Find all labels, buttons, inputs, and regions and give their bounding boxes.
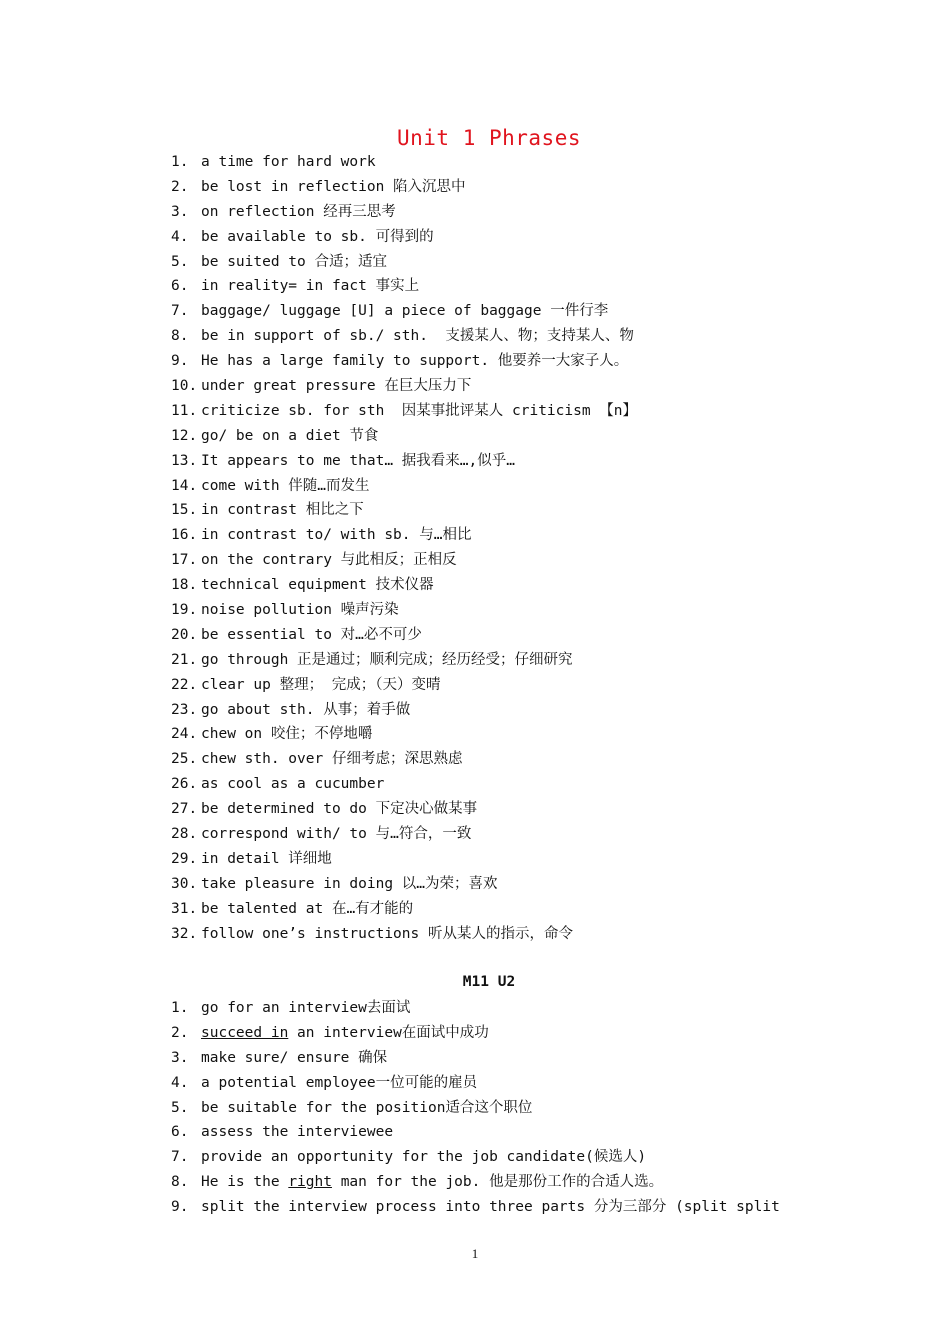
list-item	[171, 797, 637, 822]
list-item	[171, 822, 637, 847]
item-text-body: noise pollution 噪声污染	[201, 602, 399, 619]
item-text	[201, 548, 457, 573]
item-text	[201, 847, 332, 872]
item-text	[201, 897, 413, 922]
section-title-m11u2: M11 U2	[462, 974, 516, 990]
phrase-list-m11u2	[171, 996, 780, 1220]
item-number: 9.	[171, 353, 189, 370]
list-item	[171, 747, 637, 772]
item-text	[201, 598, 399, 623]
item-number: 11.	[171, 402, 198, 419]
item-text	[201, 449, 515, 474]
item-text-body: be determined to do 下定决心做某事	[201, 801, 478, 818]
item-text-body: criticize sb. for sth 因某事批评某人 criticism 【n】	[201, 402, 638, 419]
item-text-body: as cool as a cucumber	[201, 776, 385, 793]
list-item	[171, 847, 637, 872]
item-text	[201, 747, 462, 772]
item-text	[201, 324, 634, 349]
list-item	[171, 349, 637, 374]
list-item	[171, 648, 637, 673]
list-item	[171, 523, 637, 548]
item-text	[201, 1145, 646, 1170]
item-text-body: in contrast 相比之下	[201, 502, 364, 519]
item-text-body: on the contrary 与此相反；正相反	[201, 552, 457, 569]
list-item	[171, 573, 637, 598]
item-text-body: go about sth. 从事；着手做	[201, 701, 411, 718]
list-item	[171, 474, 637, 499]
list-item	[171, 1071, 780, 1096]
item-text	[201, 872, 498, 897]
item-number: 10.	[171, 378, 198, 395]
item-text-body: be essential to 对…必不可少	[201, 626, 422, 643]
list-item	[171, 673, 637, 698]
list-item	[171, 698, 637, 723]
item-text	[201, 922, 573, 947]
list-item	[171, 872, 637, 897]
item-text-body: be talented at 在…有才能的	[201, 900, 414, 917]
item-text	[201, 523, 471, 548]
item-text	[201, 797, 477, 822]
list-item	[171, 200, 637, 225]
item-text-body: man for the job. 他是那份工作的合适人选。	[331, 1174, 664, 1191]
item-number: 26.	[171, 776, 198, 793]
list-item	[171, 225, 637, 250]
item-text	[201, 150, 376, 175]
item-text-body: chew sth. over 仔细考虑；深思熟虑	[201, 751, 463, 768]
item-text	[201, 498, 364, 523]
page-number: 1	[471, 1246, 479, 1261]
item-text	[201, 673, 441, 698]
list-item	[171, 772, 637, 797]
list-item	[171, 1096, 780, 1121]
list-item	[171, 424, 637, 449]
item-text	[201, 299, 608, 324]
item-text-body: He has a large family to support. 他要养一大家子人。	[201, 353, 629, 370]
list-item	[171, 175, 637, 200]
item-number: 4.	[171, 1074, 189, 1091]
item-text-body: in reality= in fact 事实上	[201, 278, 420, 295]
item-text-body: be suitable for the position适合这个职位	[201, 1099, 533, 1116]
item-text-body: go for an interview去面试	[201, 1000, 411, 1016]
item-text	[201, 1071, 477, 1096]
item-number: 29.	[171, 850, 198, 867]
item-number: 6.	[171, 278, 189, 295]
item-text	[201, 698, 410, 723]
item-number: 24.	[171, 726, 198, 743]
item-number: 31.	[171, 900, 198, 917]
item-text	[201, 399, 637, 424]
item-number: 2.	[171, 178, 189, 195]
item-number: 7.	[171, 1149, 189, 1166]
item-text	[201, 822, 471, 847]
item-text	[201, 648, 573, 673]
item-text	[201, 1120, 393, 1145]
item-number: 14.	[171, 477, 198, 494]
item-number: 21.	[171, 651, 198, 668]
item-text	[201, 1170, 663, 1195]
list-item	[171, 1170, 780, 1195]
item-text	[201, 374, 471, 399]
list-item	[171, 548, 637, 573]
item-number: 16.	[171, 527, 198, 544]
item-number: 30.	[171, 875, 198, 892]
item-number: 2.	[171, 1024, 189, 1041]
item-number: 32.	[171, 925, 198, 942]
list-item	[171, 1021, 780, 1046]
item-text-body: technical equipment 技术仪器	[201, 577, 434, 594]
item-number: 13.	[171, 452, 198, 469]
item-text-body: under great pressure 在巨大压力下	[201, 378, 472, 395]
item-text	[201, 349, 628, 374]
underlined-phrase: right	[288, 1174, 332, 1191]
item-number: 27.	[171, 801, 198, 818]
item-text-body: be in support of sb./ sth. 支援某人、物；支持某人、物	[201, 328, 634, 345]
item-text	[201, 1195, 780, 1220]
item-number: 9.	[171, 1199, 189, 1216]
item-number: 17.	[171, 552, 198, 569]
item-text-body: assess the interviewee	[201, 1124, 394, 1141]
item-text	[201, 772, 384, 797]
item-text	[201, 200, 396, 225]
item-number: 4.	[171, 228, 189, 245]
item-text	[201, 474, 370, 499]
list-item	[171, 374, 637, 399]
page-title: Unit 1 Phrases	[396, 126, 581, 150]
item-text-body: make sure/ ensure 确保	[201, 1049, 388, 1066]
list-item	[171, 623, 637, 648]
item-text-body: a time for hard work	[201, 154, 376, 170]
list-item	[171, 1195, 780, 1220]
item-number: 12.	[171, 427, 198, 444]
item-text	[201, 1096, 532, 1121]
item-text-body: go through 正是通过；顺利完成；经历经受；仔细研究	[201, 651, 573, 668]
item-number: 3.	[171, 1049, 189, 1066]
list-item	[171, 922, 637, 947]
list-item	[171, 449, 637, 474]
item-text	[201, 1021, 489, 1046]
list-item	[171, 722, 637, 747]
item-text-body: an interview在面试中成功	[288, 1024, 489, 1041]
item-text	[201, 175, 466, 200]
list-item	[171, 299, 637, 324]
item-text-body: on reflection 经再三思考	[201, 203, 396, 220]
item-number: 22.	[171, 676, 198, 693]
item-text	[201, 996, 410, 1021]
item-text	[201, 274, 419, 299]
item-number: 1.	[171, 1000, 189, 1016]
item-number: 8.	[171, 328, 189, 345]
item-text-body: be available to sb. 可得到的	[201, 228, 434, 245]
item-number: 8.	[171, 1174, 189, 1191]
item-text-body: in detail 详细地	[201, 850, 332, 867]
item-text	[201, 424, 378, 449]
item-text-body: split the interview process into three parts 分为三部分 (split split	[201, 1199, 780, 1216]
item-text-body: correspond with/ to 与…符合，一致	[201, 826, 472, 843]
item-text	[201, 250, 387, 275]
list-item	[171, 1145, 780, 1170]
item-number: 3.	[171, 203, 189, 220]
item-text-body: take pleasure in doing 以…为荣；喜欢	[201, 875, 498, 892]
item-text-body: chew on 咬住；不停地嚼	[201, 726, 373, 743]
item-number: 23.	[171, 701, 198, 718]
item-number: 5.	[171, 253, 189, 270]
item-number: 18.	[171, 577, 198, 594]
item-text-body: be lost in reflection 陷入沉思中	[201, 178, 466, 195]
item-number: 15.	[171, 502, 198, 519]
item-text-body: clear up 整理； 完成；（天）变晴	[201, 676, 441, 693]
list-item	[171, 150, 637, 175]
item-text	[201, 722, 372, 747]
item-number: 7.	[171, 303, 189, 320]
item-number: 19.	[171, 602, 198, 619]
list-item	[171, 598, 637, 623]
item-text-body: It appears to me that… 据我看来…,似乎…	[201, 452, 515, 469]
item-text	[201, 573, 434, 598]
item-number: 1.	[171, 154, 189, 170]
item-text-body: in contrast to/ with sb. 与…相比	[201, 527, 472, 544]
item-text	[201, 225, 434, 250]
item-text-body: provide an opportunity for the job candidate(候选人)	[201, 1149, 647, 1166]
item-text-body: baggage/ luggage [U] a piece of baggage 一件行李	[201, 303, 609, 320]
item-text-body: a potential employee一位可能的雇员	[201, 1074, 478, 1091]
list-item	[171, 324, 637, 349]
item-text-body: go/ be on a diet 节食	[201, 427, 379, 444]
item-text	[201, 623, 422, 648]
item-text	[201, 1046, 387, 1071]
item-number: 25.	[171, 751, 198, 768]
list-item	[171, 897, 637, 922]
list-item	[171, 1046, 780, 1071]
item-text-body: be suited to 合适；适宜	[201, 253, 387, 270]
item-text-body: follow one’s instructions 听从某人的指示，命令	[201, 925, 573, 942]
item-number: 5.	[171, 1099, 189, 1116]
list-item	[171, 250, 637, 275]
list-item	[171, 996, 780, 1021]
underlined-phrase: succeed in	[201, 1024, 289, 1041]
item-text-body: come with 伴随…而发生	[201, 477, 370, 494]
item-number: 6.	[171, 1124, 189, 1141]
item-text-prefix: He is the	[201, 1174, 289, 1191]
item-number: 20.	[171, 626, 198, 643]
list-item	[171, 399, 637, 424]
phrase-list-unit1	[171, 150, 637, 947]
list-item	[171, 1120, 780, 1145]
list-item	[171, 498, 637, 523]
item-number: 28.	[171, 826, 198, 843]
list-item	[171, 274, 637, 299]
